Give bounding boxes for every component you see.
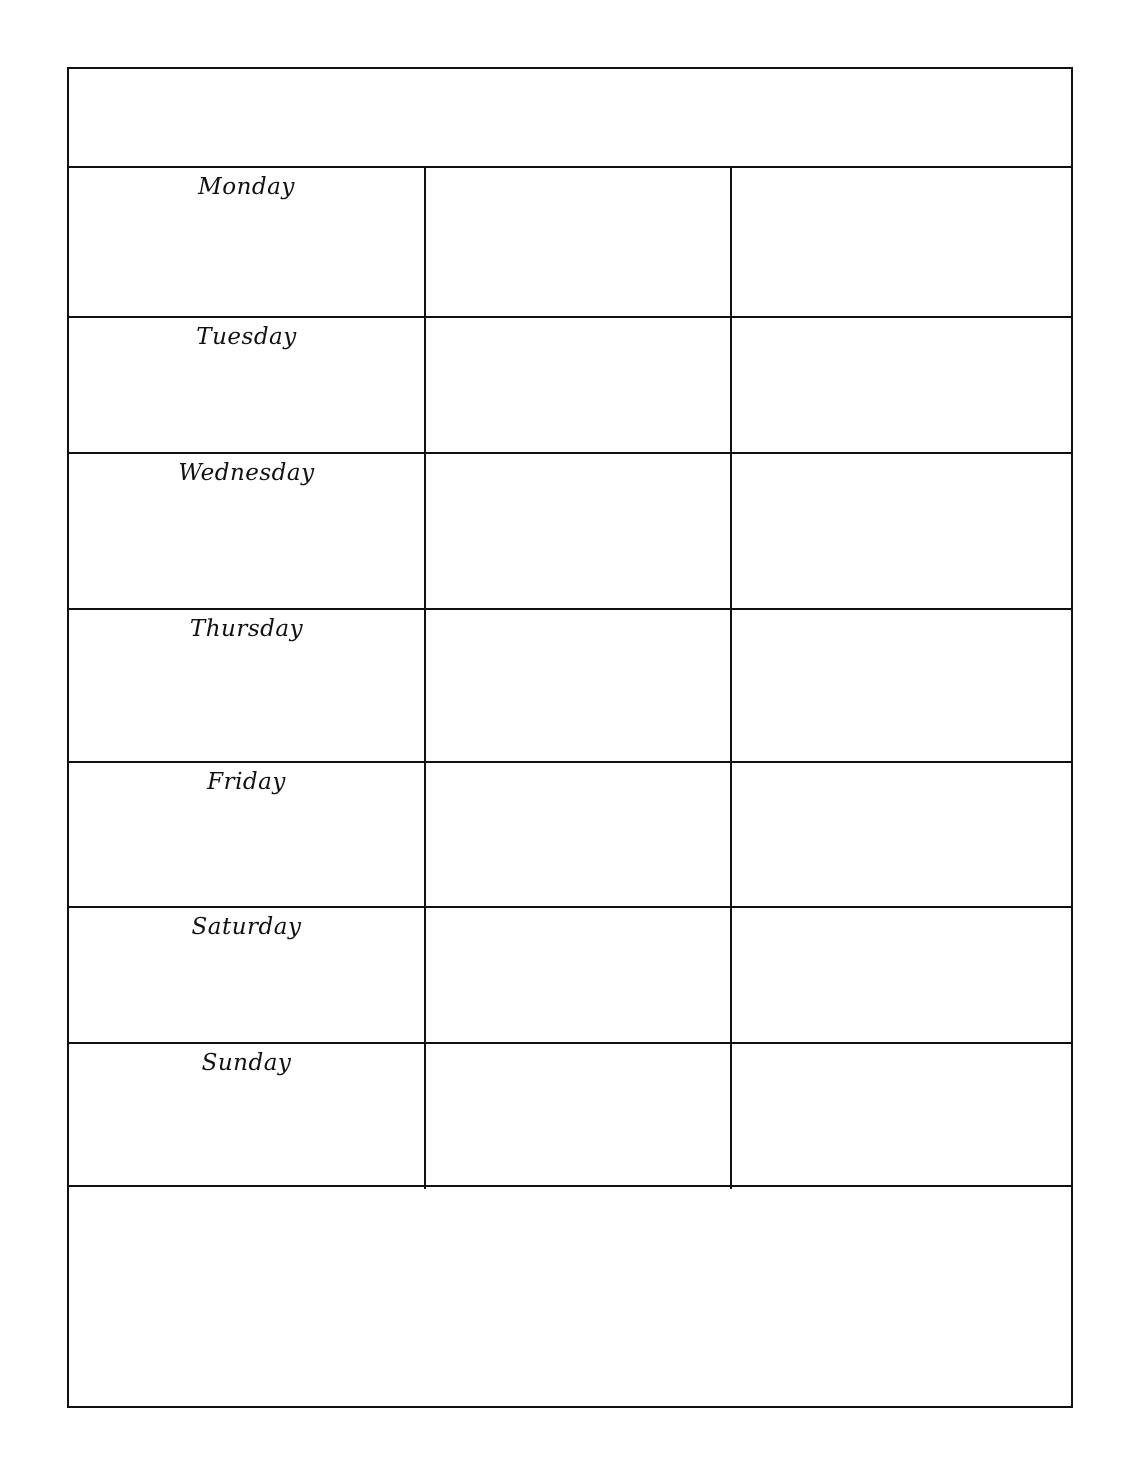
thursday-entry-cell-1[interactable] — [426, 610, 732, 761]
day-row-tuesday — [69, 318, 1071, 454]
weekly-planner — [67, 67, 1073, 1408]
day-row-monday — [69, 168, 1071, 318]
saturday-entry-cell-1[interactable] — [426, 908, 732, 1042]
day-row-friday — [69, 763, 1071, 908]
day-label-tuesday: Tuesday — [196, 324, 297, 350]
day-label-wednesday: Wednesday — [178, 460, 315, 486]
day-row-thursday — [69, 610, 1071, 763]
day-label-sunday: Sunday — [201, 1050, 292, 1076]
day-row-wednesday — [69, 454, 1071, 610]
tuesday-entry-cell-1[interactable] — [426, 318, 732, 452]
day-name-cell — [69, 908, 426, 1042]
monday-entry-cell-2[interactable] — [732, 168, 1071, 316]
day-label-friday: Friday — [207, 769, 286, 795]
day-row-sunday — [69, 1044, 1071, 1189]
day-name-cell — [69, 1044, 426, 1189]
saturday-entry-cell-2[interactable] — [732, 908, 1071, 1042]
tuesday-entry-cell-2[interactable] — [732, 318, 1071, 452]
day-row-saturday — [69, 908, 1071, 1044]
day-label-monday: Monday — [198, 174, 295, 200]
sunday-entry-cell-2[interactable] — [732, 1044, 1071, 1189]
day-name-cell — [69, 763, 426, 906]
monday-entry-cell-1[interactable] — [426, 168, 732, 316]
wednesday-entry-cell-1[interactable] — [426, 454, 732, 608]
friday-entry-cell-2[interactable] — [732, 763, 1071, 906]
planner-header-box[interactable] — [69, 69, 1071, 168]
planner-notes-box[interactable] — [69, 1185, 1071, 1406]
wednesday-entry-cell-2[interactable] — [732, 454, 1071, 608]
thursday-entry-cell-2[interactable] — [732, 610, 1071, 761]
day-name-cell — [69, 454, 426, 608]
day-label-thursday: Thursday — [189, 616, 304, 642]
day-name-cell — [69, 610, 426, 761]
day-name-cell — [69, 318, 426, 452]
day-label-saturday: Saturday — [191, 914, 302, 940]
sunday-entry-cell-1[interactable] — [426, 1044, 732, 1189]
friday-entry-cell-1[interactable] — [426, 763, 732, 906]
day-name-cell — [69, 168, 426, 316]
